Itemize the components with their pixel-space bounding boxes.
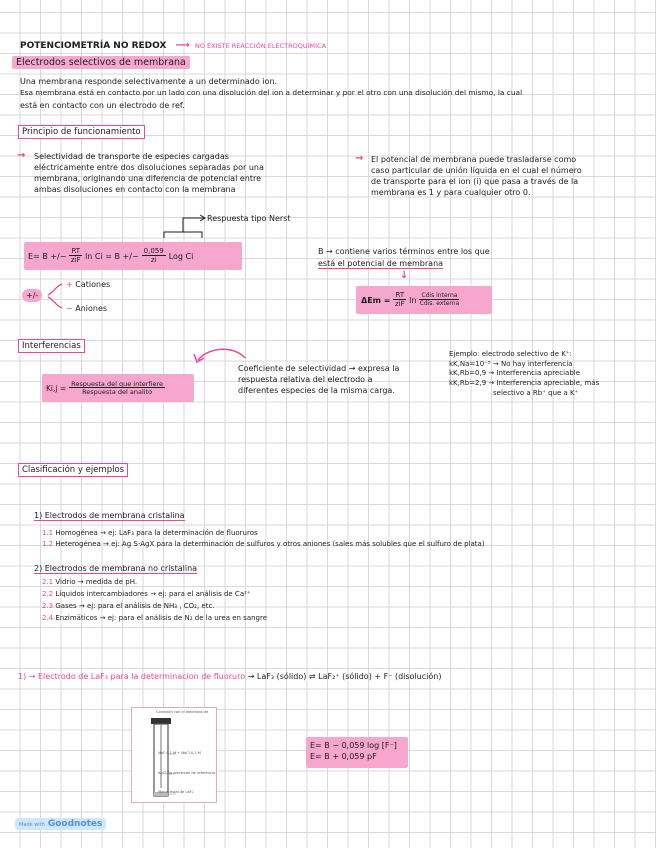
item-text: Gases → ej: para el análisis de NH₃ , CO₂, etc. [55,602,215,610]
laf-line [18,671,441,682]
c2-item [42,578,137,588]
text-line: respuesta relativa del electrodo a [238,375,373,385]
text-line: diferentes especies de la misma carga. [238,386,395,396]
example-title: Ejemplo: electrodo selectivo de K⁺: [449,350,572,358]
arrow-icon: → [355,153,364,164]
principio-right-text [371,154,582,198]
item-text: Enzimáticos → ej: para el análisis de N₂ de la urea en sangre [55,614,268,622]
item-num: 2.2 [42,590,54,598]
intro-line-3: está en contacto con un electrodo de ref. [20,101,185,110]
illus-label: Monocristal de LaF₃ [158,790,194,794]
watermark-text: Made with [19,822,45,828]
denominator: Cdis. externa [419,300,460,307]
label-text: Cationes [75,280,111,289]
label-text: Aniones [75,304,108,313]
denominator: zi [150,256,157,264]
nernst-equation [24,242,242,270]
denominator: ziF [70,256,81,264]
eq-part: ln [409,295,417,305]
section-title-electrodos: Electrodos selectivos de membrana [12,56,190,69]
sign-badge: +/- [22,289,42,302]
fraction [69,248,82,264]
illus-label: Conexión con el electrodo de [156,710,209,714]
item-num: 1.2 [42,540,54,548]
coef-text [238,363,399,396]
text-line: caso particular de unión líquida en el cual el número [371,166,582,176]
eq-part: Ki,j = [46,383,67,393]
electrode-diagram [132,708,216,802]
fraction [393,292,406,308]
example-line: kK,Rb=2,9 → Interferencia apreciable, más [449,378,600,387]
eq-part: E= B +/− [28,251,67,261]
electrode-illustration [131,707,217,803]
text-line: Selectividad de transporte de especies cargadas [34,152,229,161]
eq-part: ΔEm = [361,295,391,305]
arrow-icon: → [17,150,26,161]
laf-equations [306,737,408,768]
item-text: Líquidos intercambiadores → ej: para el análisis de Ca²⁺ [55,590,251,598]
c1-item [42,529,258,539]
item-text: Heterogénea → ej: Ag S-AgX para la determinación de sulfuros y otros aniones (sales más solubles que el sulfuro de plata) [55,540,485,548]
section-title-principio: Principio de funcionamiento [18,125,145,139]
watermark-brand: Goodnotes [47,819,103,829]
numerator: Cdis interna [421,292,458,299]
underlined-text: está el potencial de membrana [318,259,444,268]
cationes-label: + Cationes [66,280,111,289]
underlined-text: 1) Electrodos de membrana cristalina [34,511,185,520]
text-line: membrana es 1 y para cualquier otro 0. [371,188,531,198]
header-note: NO EXISTE REACCIÓN ELECTROQUÍMICA [194,42,327,50]
text-line: ambas disoluciones en contacto con la membrana [34,185,236,195]
fraction [142,248,166,264]
aniones-label: − Aniones [66,304,108,313]
text-line: El potencial de membrana puede trasladarse como [371,155,577,164]
text-line: eléctricamente entre dos disoluciones separadas por una [34,163,264,173]
laf-reaction: → LaF₃ (sólido) ⇌ LaF₂⁺ (sólido) + F⁻ (disolución) [247,672,442,681]
item-num: 2.1 [42,578,54,586]
goodnotes-watermark [15,818,106,830]
text-line: Coeficiente de selectividad → expresa la [238,364,400,373]
numerator: RT [71,247,81,255]
c1-title [34,510,185,521]
arrow-down-icon: ↓ [400,270,409,281]
c2-item [42,614,267,624]
section-title-clasificacion: Clasificación y ejemplos [18,463,128,477]
numerator: Respuesta del que interfiere [71,379,164,388]
fraction [419,293,459,307]
denominator: ziF [394,300,405,308]
intro-line-1: Una membrana responde selectivamente a un determinado ion. [20,77,278,86]
underlined-text: 2) Electrodos de membrana no cristalina [34,564,198,573]
illus-label: AgCl/Ag electrodo de referencia [158,771,216,775]
c1-item [42,540,485,550]
denominator: Respuesta del analito [82,388,153,396]
b-note-line-2 [318,258,443,269]
text-line: de transporte para el ion (i) que pasa a través de la [371,177,579,187]
example-line: kK,Na=10⁻⁵ → No hay interferencia [449,359,573,368]
item-num: 2.4 [42,614,54,622]
selectivity-equation [42,374,194,402]
item-text: Homogénea → ej: LaF₃ para la determinación de fluoruros [55,529,258,537]
selectivity-example [449,350,599,398]
eq-part: ln Ci = B +/− [85,251,139,261]
text-line: membrana, originando una diferencia de potencial entre [34,174,261,184]
item-num: 1.1 [42,529,54,537]
fraction [69,381,165,396]
branch-arrows [46,278,66,314]
illus-label: NaF 0,1 M + NaCl 0,1 M [158,751,201,755]
section-title-interferencias: Interferencias [18,339,85,353]
item-text: Vidrio → medida de pH. [55,578,138,586]
delta-em-equation [356,286,492,314]
page-title: POTENCIOMETRÍA NO REDOX [20,41,167,51]
b-note-line-1: B → contiene varios términos entre los que [318,247,490,256]
laf-heading: 1) → Electrodo de LaF₃ para la determinacion de fluoruro [18,672,246,681]
laf-eq-2: E= B + 0,059 pF [310,752,377,762]
arrow-icon: ⟶ [175,40,190,51]
numerator: 0,059 [143,247,164,255]
example-line: selectivo a Rb⁺ que a K⁺ [493,388,579,397]
header [20,33,326,52]
principio-left-text [34,151,264,195]
c2-title [34,563,197,574]
nernst-label: Respuesta tipo Nerst [207,214,291,223]
laf-eq-1: E= B − 0,059 log [F⁻] [310,741,397,750]
eq-part: Log Ci [168,251,194,261]
numerator: RT [395,291,405,299]
c2-item [42,602,215,612]
c2-item [42,590,251,600]
intro-line-2: Esa membrana está en contacto por un lado con una disolución del ion a determinar y por el otro con una disolución del mismo, la cual [20,88,523,97]
nernst-bracket [160,212,210,242]
example-line: kK,Rb=0,9 → Interferencia apreciable [449,369,581,378]
item-num: 2.3 [42,602,54,610]
